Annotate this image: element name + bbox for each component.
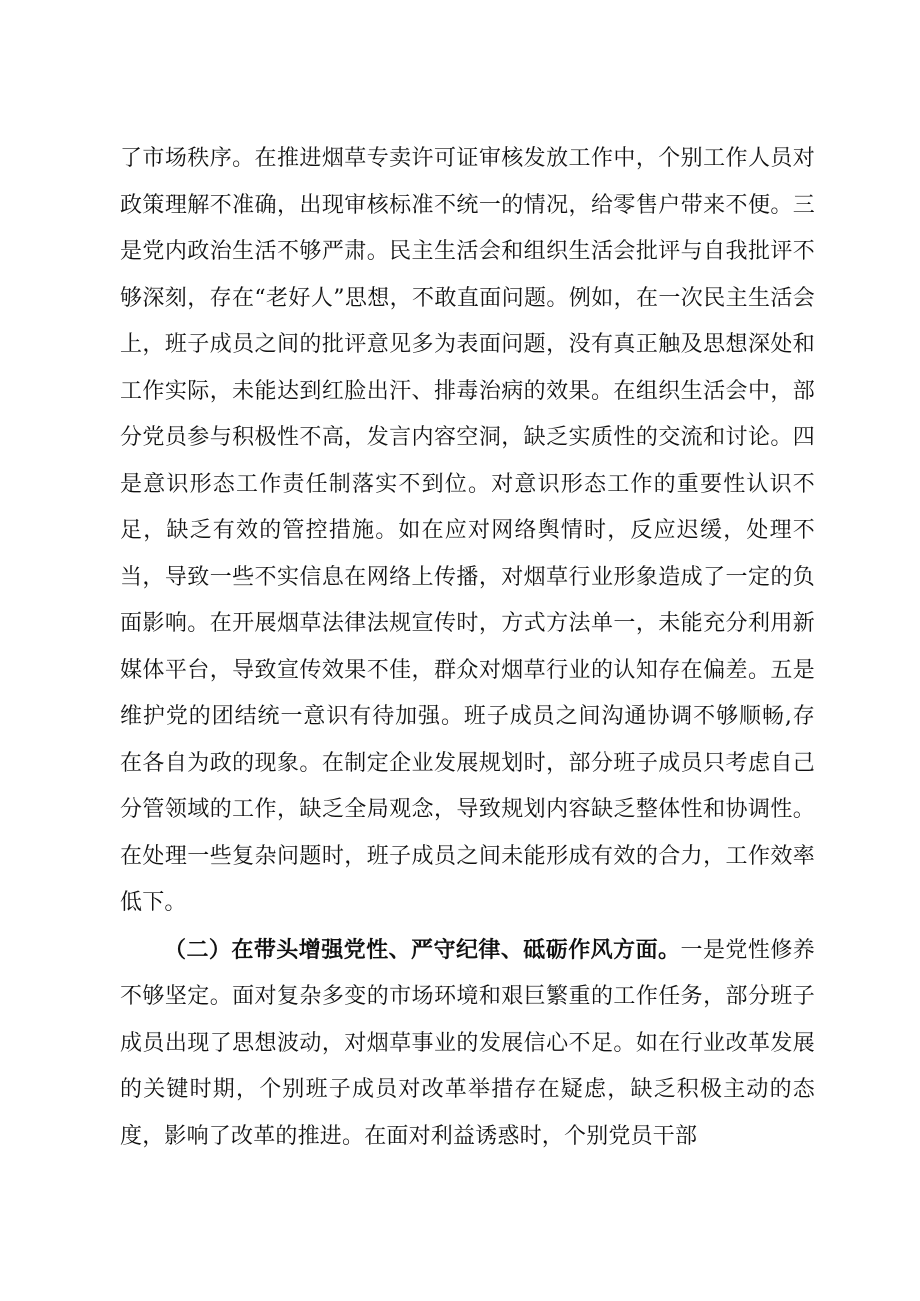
document-body — [120, 136, 815, 1160]
paragraph-section-two — [120, 927, 815, 1161]
paragraph-continuation: 了市场秩序。在推进烟草专卖许可证审核发放工作中，个别工作人员对政策理解不准确，出现审核标准不统一的情况，给零售户带来不便。三是党内政治生活不够严肃。民主生活会和组织生活会批评与自我批评不够深刻，存在“老好人”思想，不敢直面问题。例如，在一次民主生活会上，班子成员之间的批评意见多为表面问题，没有真正触及思想深处和工作实际，未能达到红脸出汗、排毒治病的效果。在组织生活会中，部分党员参与积极性不高，发言内容空洞，缺乏实质性的交流和讨论。四是意识形态工作责任制落实不到位。对意识形态工作的重要性认识不足，缺乏有效的管控措施。如在应对网络舆情时，反应迟缓，处理不当，导致一些不实信息在网络上传播，对烟草行业形象造成了一定的负面影响。在开展烟草法律法规宣传时，方式方法单一，未能充分利用新媒体平台，导致宣传效果不佳，群众对烟草行业的认知存在偏差。五是维护党的团结统一意识有待加强。班子成员之间沟通协调不够顺畅,存在各自为政的现象。在制定企业发展规划时，部分班子成员只考虑自己分管领域的工作，缺乏全局观念，导致规划内容缺乏整体性和协调性。在处理一些复杂问题时，班子成员之间未能形成有效的合力，工作效率低下。 — [120, 146, 815, 915]
section-body: 一是党性修养不够坚定。面对复杂多变的市场环境和艰巨繁重的工作任务，部分班子成员出现了思想波动，对烟草事业的发展信心不足。如在行业改革发展的关键时期，个别班子成员对改革举措存在疑虑，缺乏积极主动的态度，影响了改革的推进。在面对利益诱惑时，个别党员干部 — [120, 937, 815, 1149]
section-heading: （二）在带头增强党性、严守纪律、砥砺作风方面。 — [164, 936, 681, 963]
